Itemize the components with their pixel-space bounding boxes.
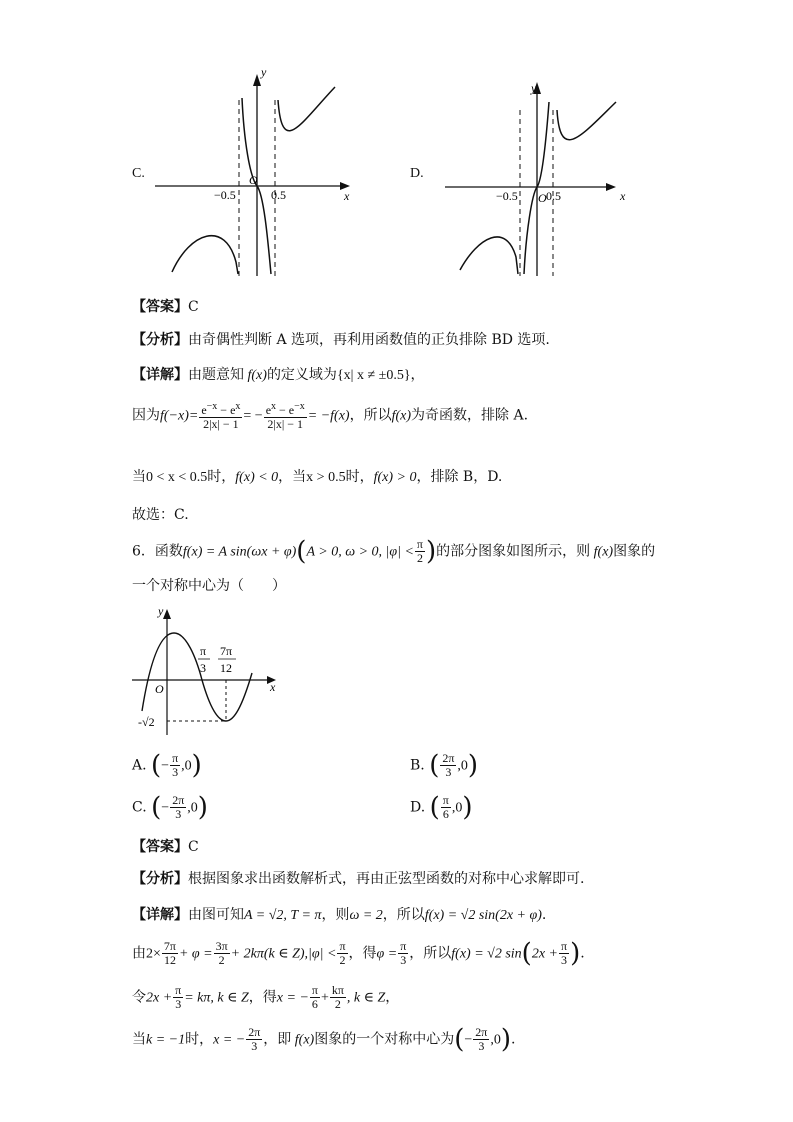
tick-pos-label: 0.5 [271,188,286,202]
q6-detail-line4: 当k = −1时，x = − $\frac{2\pi}{3}$ ，即 f(x)图象的一个对称中心为(− $\frac{2\pi}{3}$ ,0). [132,1024,516,1055]
q5-sign-line: 当0 < x < 0.5时，f(x) < 0，当x > 0.5时，f(x) > 0，排除 B，D. [132,469,503,485]
tick2-num: 7π [220,644,233,658]
option-c-label: C. [132,166,145,181]
q6-option-c[interactable]: C. (− $\frac{2\pi}{3}$ ,0) [132,792,208,823]
fraction-2: $\frac{e^x - e^{-x}}{2|x| - 1}$ [265,401,305,431]
q6-detail-line3: 令2x + $\frac{\pi}{3}$ = kπ, k ∈ Z，得x = − $\frac{\pi}{6}$ + $\frac{k\pi}{2}$ , k ∈ Z， [132,983,400,1011]
analysis-tag: 【分析】 [132,332,188,348]
option-d-label: D. [410,166,424,181]
y-axis-arrow [163,609,171,619]
tick-neg-label: −0.5 [214,188,236,202]
origin-label: O [249,173,258,187]
q6-detail-line2: 由2× $\frac{7\pi}{12}$ + φ = $\frac{3\pi}{2}$ + 2kπ(k ∈ Z),|φ| < $\frac{\pi}{2}$ ，得φ = $\frac{\pi}{3}$ ，所以f(x) = √2 sin(2x + $\frac{\pi}{3}$ ). [132,938,585,969]
tick-neg-label: −0.5 [496,189,518,203]
min-label: -√2 [138,715,155,729]
y-axis-label: y [261,65,267,79]
q5-choose-line: 故选：C. [132,507,189,523]
q6-option-d[interactable]: D. ( $\frac{\pi}{6}$ ,0) [410,792,473,823]
tick1-den: 3 [200,661,206,675]
q5-answer-line [132,296,199,316]
detail-tag: 【详解】 [132,367,188,383]
q5-detail-line: 【详解】由题意知 f(x)的定义域为{x| x ≠ ±0.5}， [132,367,425,383]
answer-tag: 【答案】 [132,299,188,315]
x-axis-label: x [344,189,350,203]
graph-option-c [150,62,370,277]
y-axis-label: y [158,604,164,618]
y-axis-arrow [253,74,261,86]
fraction-1: $\frac{e^{-x} - e^x}{2|x| - 1}$ [201,401,241,431]
x-axis-label: x [270,680,276,694]
answer-value: C [188,299,199,315]
q6-stem-line2: 一个对称中心为（ ） [132,578,286,594]
domain-set: {x| x ≠ ±0.5} [336,368,411,383]
curve-right-branch [278,87,335,131]
q6-sine-graph [130,603,290,738]
graph-option-d [430,62,650,277]
tick1-num: π [200,644,207,658]
q5-analysis-line [132,329,550,349]
origin-label: O [155,682,164,696]
q5-odd-line: 因为f(−x)= $\frac{e^{-x} - e^x}{2|x| - 1}$ = − $\frac{e^x - e^{-x}}{2|x| - 1}$ = −f(x)，所以f(x)为奇函数，排除 A. [132,401,529,431]
x-axis-label: x [620,189,626,203]
q6-option-b[interactable]: B. ( $\frac{2\pi}{3}$ ,0) [410,750,479,781]
analysis-text: 由奇偶性判断 A 选项，再利用函数值的正负排除 BD 选项. [188,332,550,348]
y-axis-label: y [531,81,537,95]
origin-label: O [538,191,547,205]
sine-curve [142,633,252,721]
q6-option-a[interactable]: A. (− $\frac{\pi}{3}$ ,0) [132,750,202,781]
x-axis-arrow [606,183,616,191]
tick2-den: 12 [220,661,232,675]
q6-stem-line1: 6．函数f(x) = A sin(ωx + φ)(A > 0, ω > 0, |φ| < $\frac{\pi}{2}$ )的部分图象如图所示，则 f(x)图象的 [132,536,656,567]
q6-detail-line1: 【详解】由图可知A = √2, T = π，则ω = 2，所以f(x) = √2 sin(2x + φ). [132,907,547,923]
q6-answer-line: 【答案】C [132,839,199,855]
tick-pos-label: 0.5 [546,189,561,203]
q6-analysis-line: 【分析】根据图象求出函数解析式，再由正弦型函数的对称中心求解即可. [132,871,585,887]
curve-left-branch [460,237,518,274]
curve-right-branch [557,102,616,140]
curve-left-branch [172,236,238,274]
